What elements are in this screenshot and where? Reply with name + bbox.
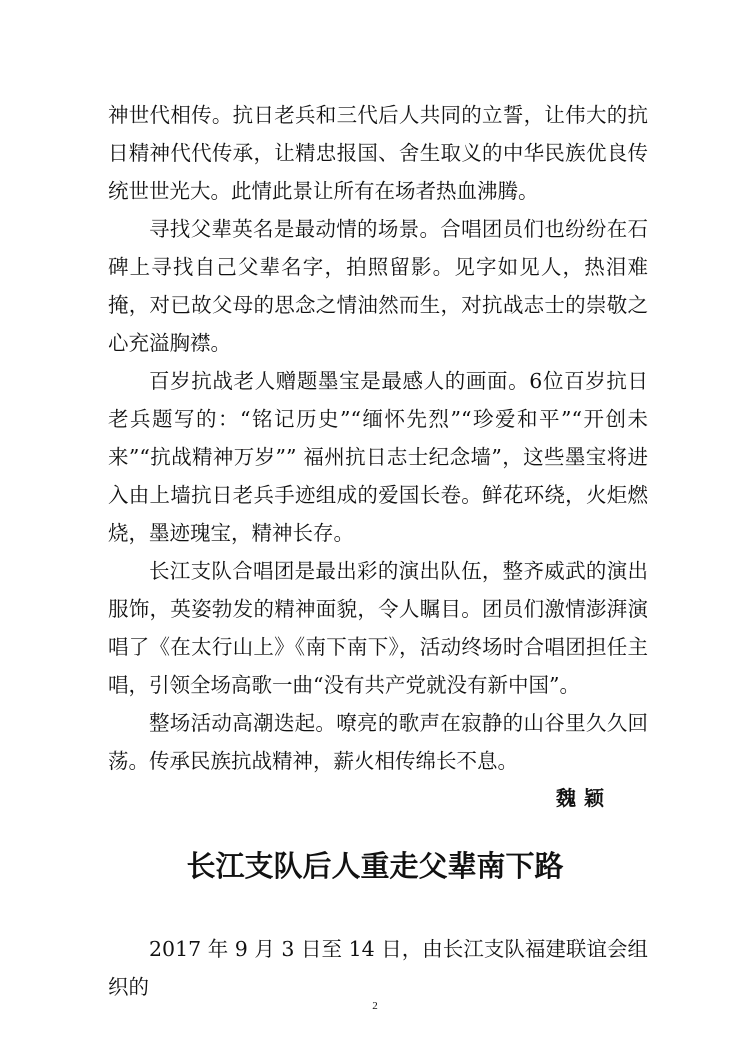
paragraph-climax: 整场活动高潮迭起。嘹亮的歌声在寂静的山谷里久久回荡。传承民族抗战精神，薪火相传绵长不息。 [108, 711, 648, 773]
page-number: 2 [372, 1000, 378, 1012]
paragraph-finding-names: 寻找父辈英名是最动情的场景。合唱团员们也纷纷在石碑上寻找自己父辈名字，拍照留影。见字如见人，热泪难掩，对已故父母的思念之情油然而生，对抗战志士的崇敬之心充溢胸襟。 [108, 217, 648, 355]
paragraph-continuation: 神世代相传。抗日老兵和三代后人共同的立誓，让伟大的抗日精神代代传承，让精忠报国、舍生取义的中华民族优良传统世世光大。此情此景让所有在场者热血沸腾。 [108, 103, 648, 203]
paragraph-calligraphy: 百岁抗战老人赠题墨宝是最感人的画面。6位百岁抗日老兵题写的：“铭记历史”“缅怀先烈”“珍爱和平”“开创未来”“抗战精神万岁”” 福州抗日志士纪念墙”，这些墨宝将进入由上墙抗日老兵手迹组成的爱国长卷。鲜花环绕，火炬燃烧，墨迹瑰宝，精神长存。 [108, 369, 648, 545]
article-title: 长江支队后人重走父辈南下路 [186, 849, 564, 883]
paragraph-opening: 2017 年 9 月 3 日至 14 日，由长江支队福建联谊会组织的 [108, 937, 648, 999]
paragraph-choir: 长江支队合唱团是最出彩的演出队伍，整齐威武的演出服饰，英姿勃发的精神面貌，令人瞩目。团员们激情澎湃演唱了《在太行山上》《南下南下》，活动终场时合唱团担任主唱，引领全场高歌一曲“没有共产党就没有新中国”。 [108, 559, 648, 697]
author-signature: 魏颖 [556, 786, 612, 810]
